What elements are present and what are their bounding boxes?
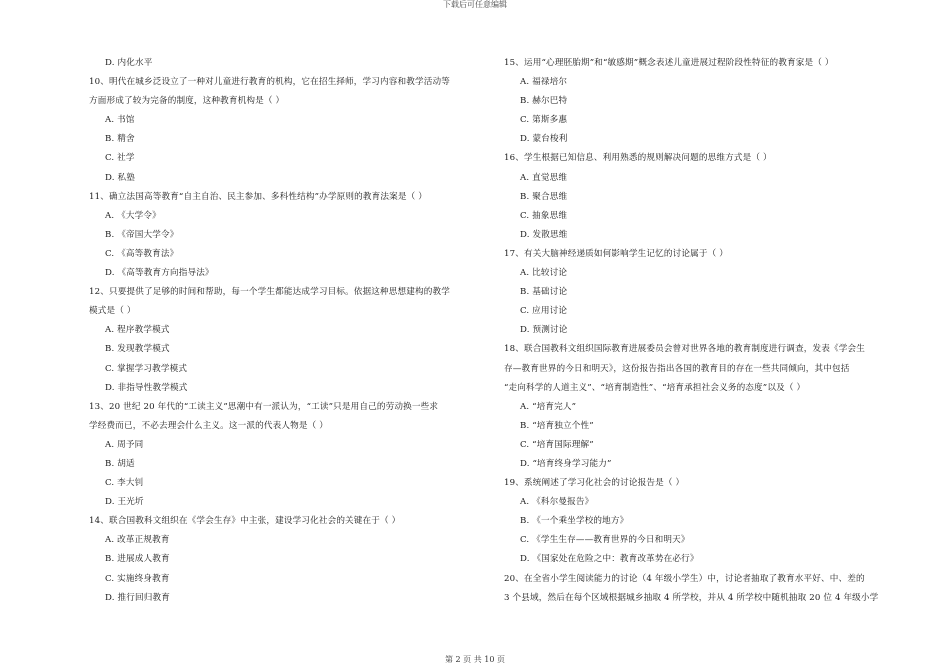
- question-text: 16、学生根据已知信息、利用熟悉的规则解决问题的思维方式是（ ）: [504, 153, 772, 164]
- answer-option: D. 王光圻: [105, 497, 144, 508]
- answer-option: B. 基础讨论: [520, 287, 568, 298]
- answer-option: A. 周予同: [105, 439, 144, 450]
- answer-option: B. 进展成人教育: [105, 554, 170, 565]
- answer-option: D. 《高等教育方向指导法》: [105, 268, 214, 279]
- answer-option: C. 《高等教育法》: [105, 248, 179, 259]
- answer-option: D. 推行回归教育: [105, 592, 170, 603]
- question-text: “走向科学的人道主义”、“培育制造性”、“培育承担社会义务的态度”以及（ ）: [504, 382, 806, 393]
- answer-option: D. 预测讨论: [520, 325, 568, 336]
- question-text: 19、系统阐述了学习化社会的讨论报告是（ ）: [504, 478, 685, 489]
- question-text: 11、确立法国高等教育“自主自治、民主参加、多科性结构”办学原则的教育法案是（ ）: [89, 191, 427, 202]
- answer-option: D. 发散思维: [520, 229, 568, 240]
- answer-option: A. 比较讨论: [520, 268, 568, 279]
- question-text: 17、有关大脑神经递质如何影响学生记忆的讨论属于（ ）: [504, 248, 728, 259]
- right-column: [504, 54, 900, 608]
- answer-option: C. 李大钊: [105, 478, 144, 489]
- answer-option: B. 《一个乘坐学校的地方》: [520, 516, 629, 527]
- page-header-note: 下载后可任意编辑: [443, 0, 507, 9]
- answer-option: A. 程序教学模式: [105, 325, 170, 336]
- question-text: 模式是（ ）: [89, 306, 136, 317]
- answer-option: A. 《科尔曼报告》: [520, 497, 594, 508]
- answer-option: A. 书馆: [105, 115, 135, 126]
- answer-option: D. 非指导性教学模式: [105, 382, 188, 393]
- question-text: 13、20 世纪 20 年代的“工读主义”思潮中有一派认为，“工读”只是用自己的劳动换一些求: [89, 401, 439, 412]
- page-number: 第 2 页 共 10 页: [445, 655, 505, 664]
- answer-option: C. 抽象思维: [520, 210, 568, 221]
- question-text: 学经费而已，不必去理会什么主义。这一派的代表人物是（ ）: [89, 420, 328, 431]
- answer-option: B. 精舍: [105, 134, 135, 145]
- answer-option: C. 应用讨论: [520, 306, 568, 317]
- question-text: 存—教育世界的今日和明天》，这份报告指出各国的教育目的存在一些共同倾向，其中包括: [504, 363, 850, 374]
- left-column: [89, 54, 485, 608]
- question-text: 15、运用“心理胚胎期”和“敏感期”概念表述儿童进展过程阶段性特征的教育家是（ ）: [504, 58, 834, 68]
- question-text: 18、联合国教科文组织国际教育进展委员会曾对世界各地的教育制度进行调查，发表《学会生: [504, 344, 865, 355]
- answer-option: D. 私塾: [105, 172, 135, 183]
- answer-option: C. “培育国际理解”: [520, 439, 594, 450]
- answer-option: B. “培育独立个性”: [520, 420, 594, 431]
- answer-option: D. 《国家处在危险之中：教育改革势在必行》: [520, 554, 699, 565]
- answer-option: C. 掌握学习教学模式: [105, 363, 188, 374]
- answer-option: A. 福禄培尔: [520, 77, 568, 88]
- answer-option: B. 发现教学模式: [105, 344, 170, 355]
- answer-option: A. 《大学令》: [105, 210, 161, 221]
- answer-option: B. 赫尔巴特: [520, 96, 568, 107]
- question-text: 10、明代在城乡泛设立了一种对儿童进行教育的机构，它在招生择师，学习内容和教学活动等: [89, 77, 450, 88]
- answer-option: B. 胡适: [105, 458, 135, 469]
- answer-option: C. 社学: [105, 153, 135, 164]
- answer-option: D. 蒙台梭利: [520, 134, 568, 145]
- answer-option: D. “培育终身学习能力”: [520, 458, 612, 469]
- question-text: 3 个县域，然后在每个区域根据城乡抽取 4 所学校，并从 4 所学校中随机抽取 20 位 4 年级小学: [504, 592, 879, 603]
- answer-option: C. 《学生生存——教育世界的今日和明天》: [520, 535, 690, 546]
- question-text: 14、联合国教科文组织在《学会生存》中主张，建设学习化社会的关键在于（ ）: [89, 516, 401, 527]
- answer-option: B. 聚合思维: [520, 191, 568, 202]
- answer-option: B. 《帝国大学令》: [105, 229, 179, 240]
- question-text: 12、只要提供了足够的时间和帮助，每一个学生都能达成学习目标。依据这种思想建构的教学: [89, 287, 450, 298]
- question-text: 20、在全省小学生阅读能力的讨论（4 年级小学生）中，讨论者抽取了教育水平好、中、差的: [504, 573, 865, 584]
- answer-option: D. 内化水平: [105, 58, 153, 68]
- answer-option: A. 直觉思维: [520, 172, 568, 183]
- answer-option: C. 实施终身教育: [105, 573, 170, 584]
- answer-option: A. 改革正规教育: [105, 535, 170, 546]
- question-text: 方面形成了较为完备的制度，这种教育机构是（ ）: [89, 96, 285, 107]
- answer-option: C. 第斯多惠: [520, 115, 568, 126]
- answer-option: A. “培育完人”: [520, 401, 577, 412]
